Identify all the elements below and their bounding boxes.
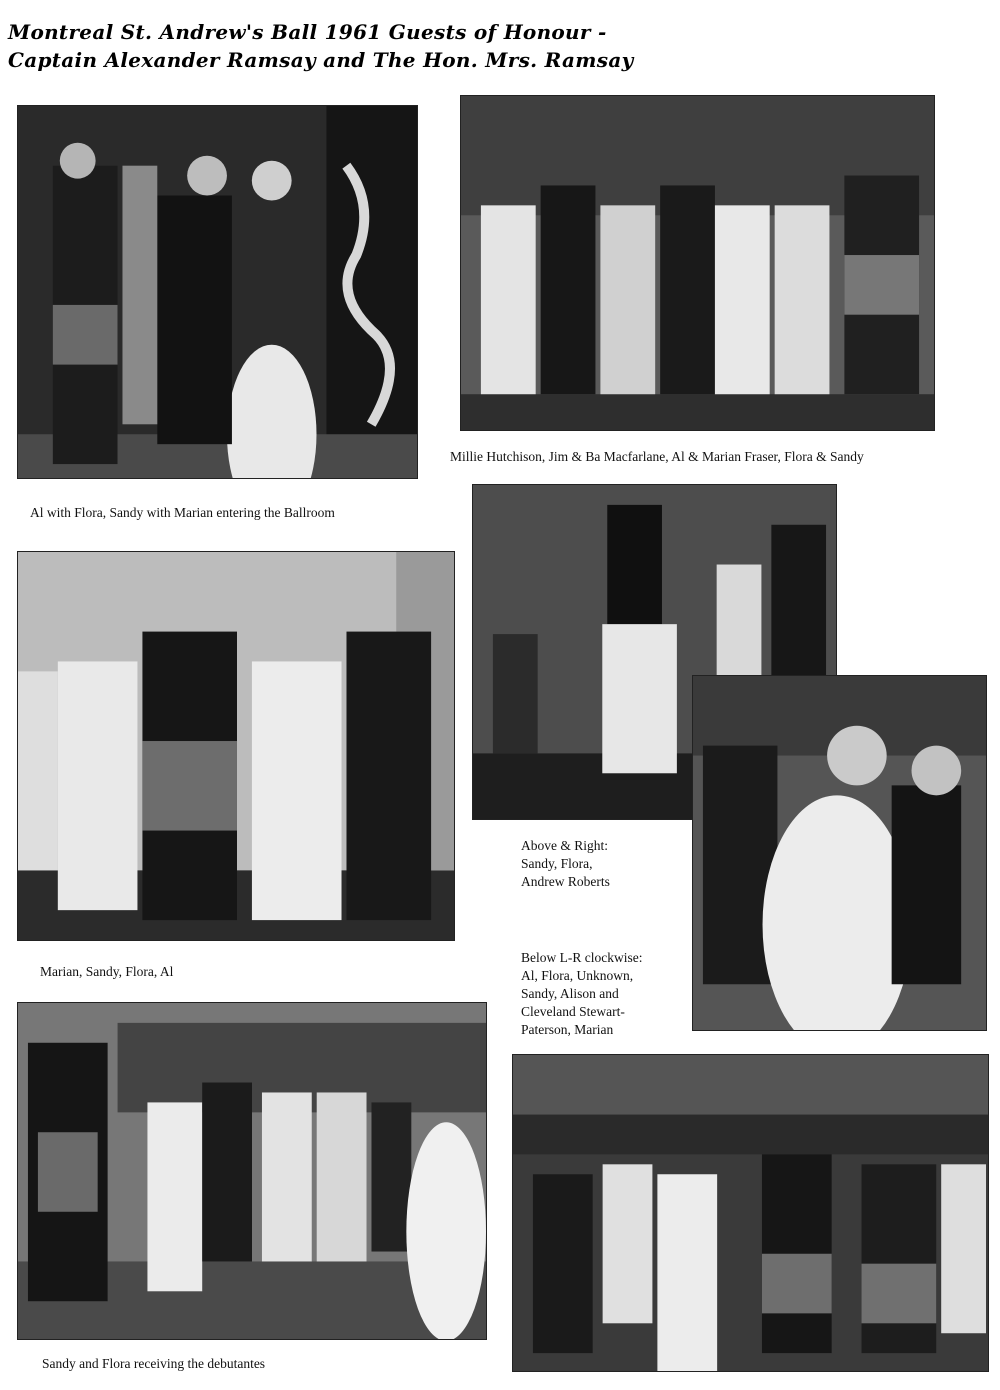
caption-group-lineup: Millie Hutchison, Jim & Ba Macfarlane, Al & Marian Fraser, Flora & Sandy [450,449,864,464]
caption-below-line-1: Below L-R clockwise: [521,950,643,965]
caption-below-line-3: Sandy, Alison and [521,986,619,1001]
title-line-2: Captain Alexander Ramsay and The Hon. Mrs. Ramsay [8,48,634,72]
caption-below-line-5: Paterson, Marian [521,1022,614,1037]
caption-below [521,949,642,1039]
caption-above-right-line-3: Andrew Roberts [521,874,610,889]
caption-above-right-line-1: Above & Right: [521,838,608,853]
photo-receiving-debutantes [17,1002,487,1340]
caption-entering-ballroom: Al with Flora, Sandy with Marian entering the Ballroom [30,505,335,520]
photo-group-lineup [460,95,935,431]
caption-above-right [521,837,610,891]
caption-marian-sandy-flora-al: Marian, Sandy, Flora, Al [40,964,174,979]
photo-entering-ballroom [17,105,418,479]
caption-above-right-line-2: Sandy, Flora, [521,856,593,871]
photo-dancing [512,1054,989,1372]
caption-below-line-2: Al, Flora, Unknown, [521,968,634,983]
caption-receiving-debutantes: Sandy and Flora receiving the debutantes [42,1356,266,1371]
photo-sandy-flora-andrew-right [692,675,987,1031]
page-title [8,18,988,74]
title-line-1: Montreal St. Andrew's Ball 1961 Guests of Honour - [8,20,607,44]
caption-below-line-4: Cleveland Stewart- [521,1004,625,1019]
photo-marian-sandy-flora-al [17,551,455,941]
